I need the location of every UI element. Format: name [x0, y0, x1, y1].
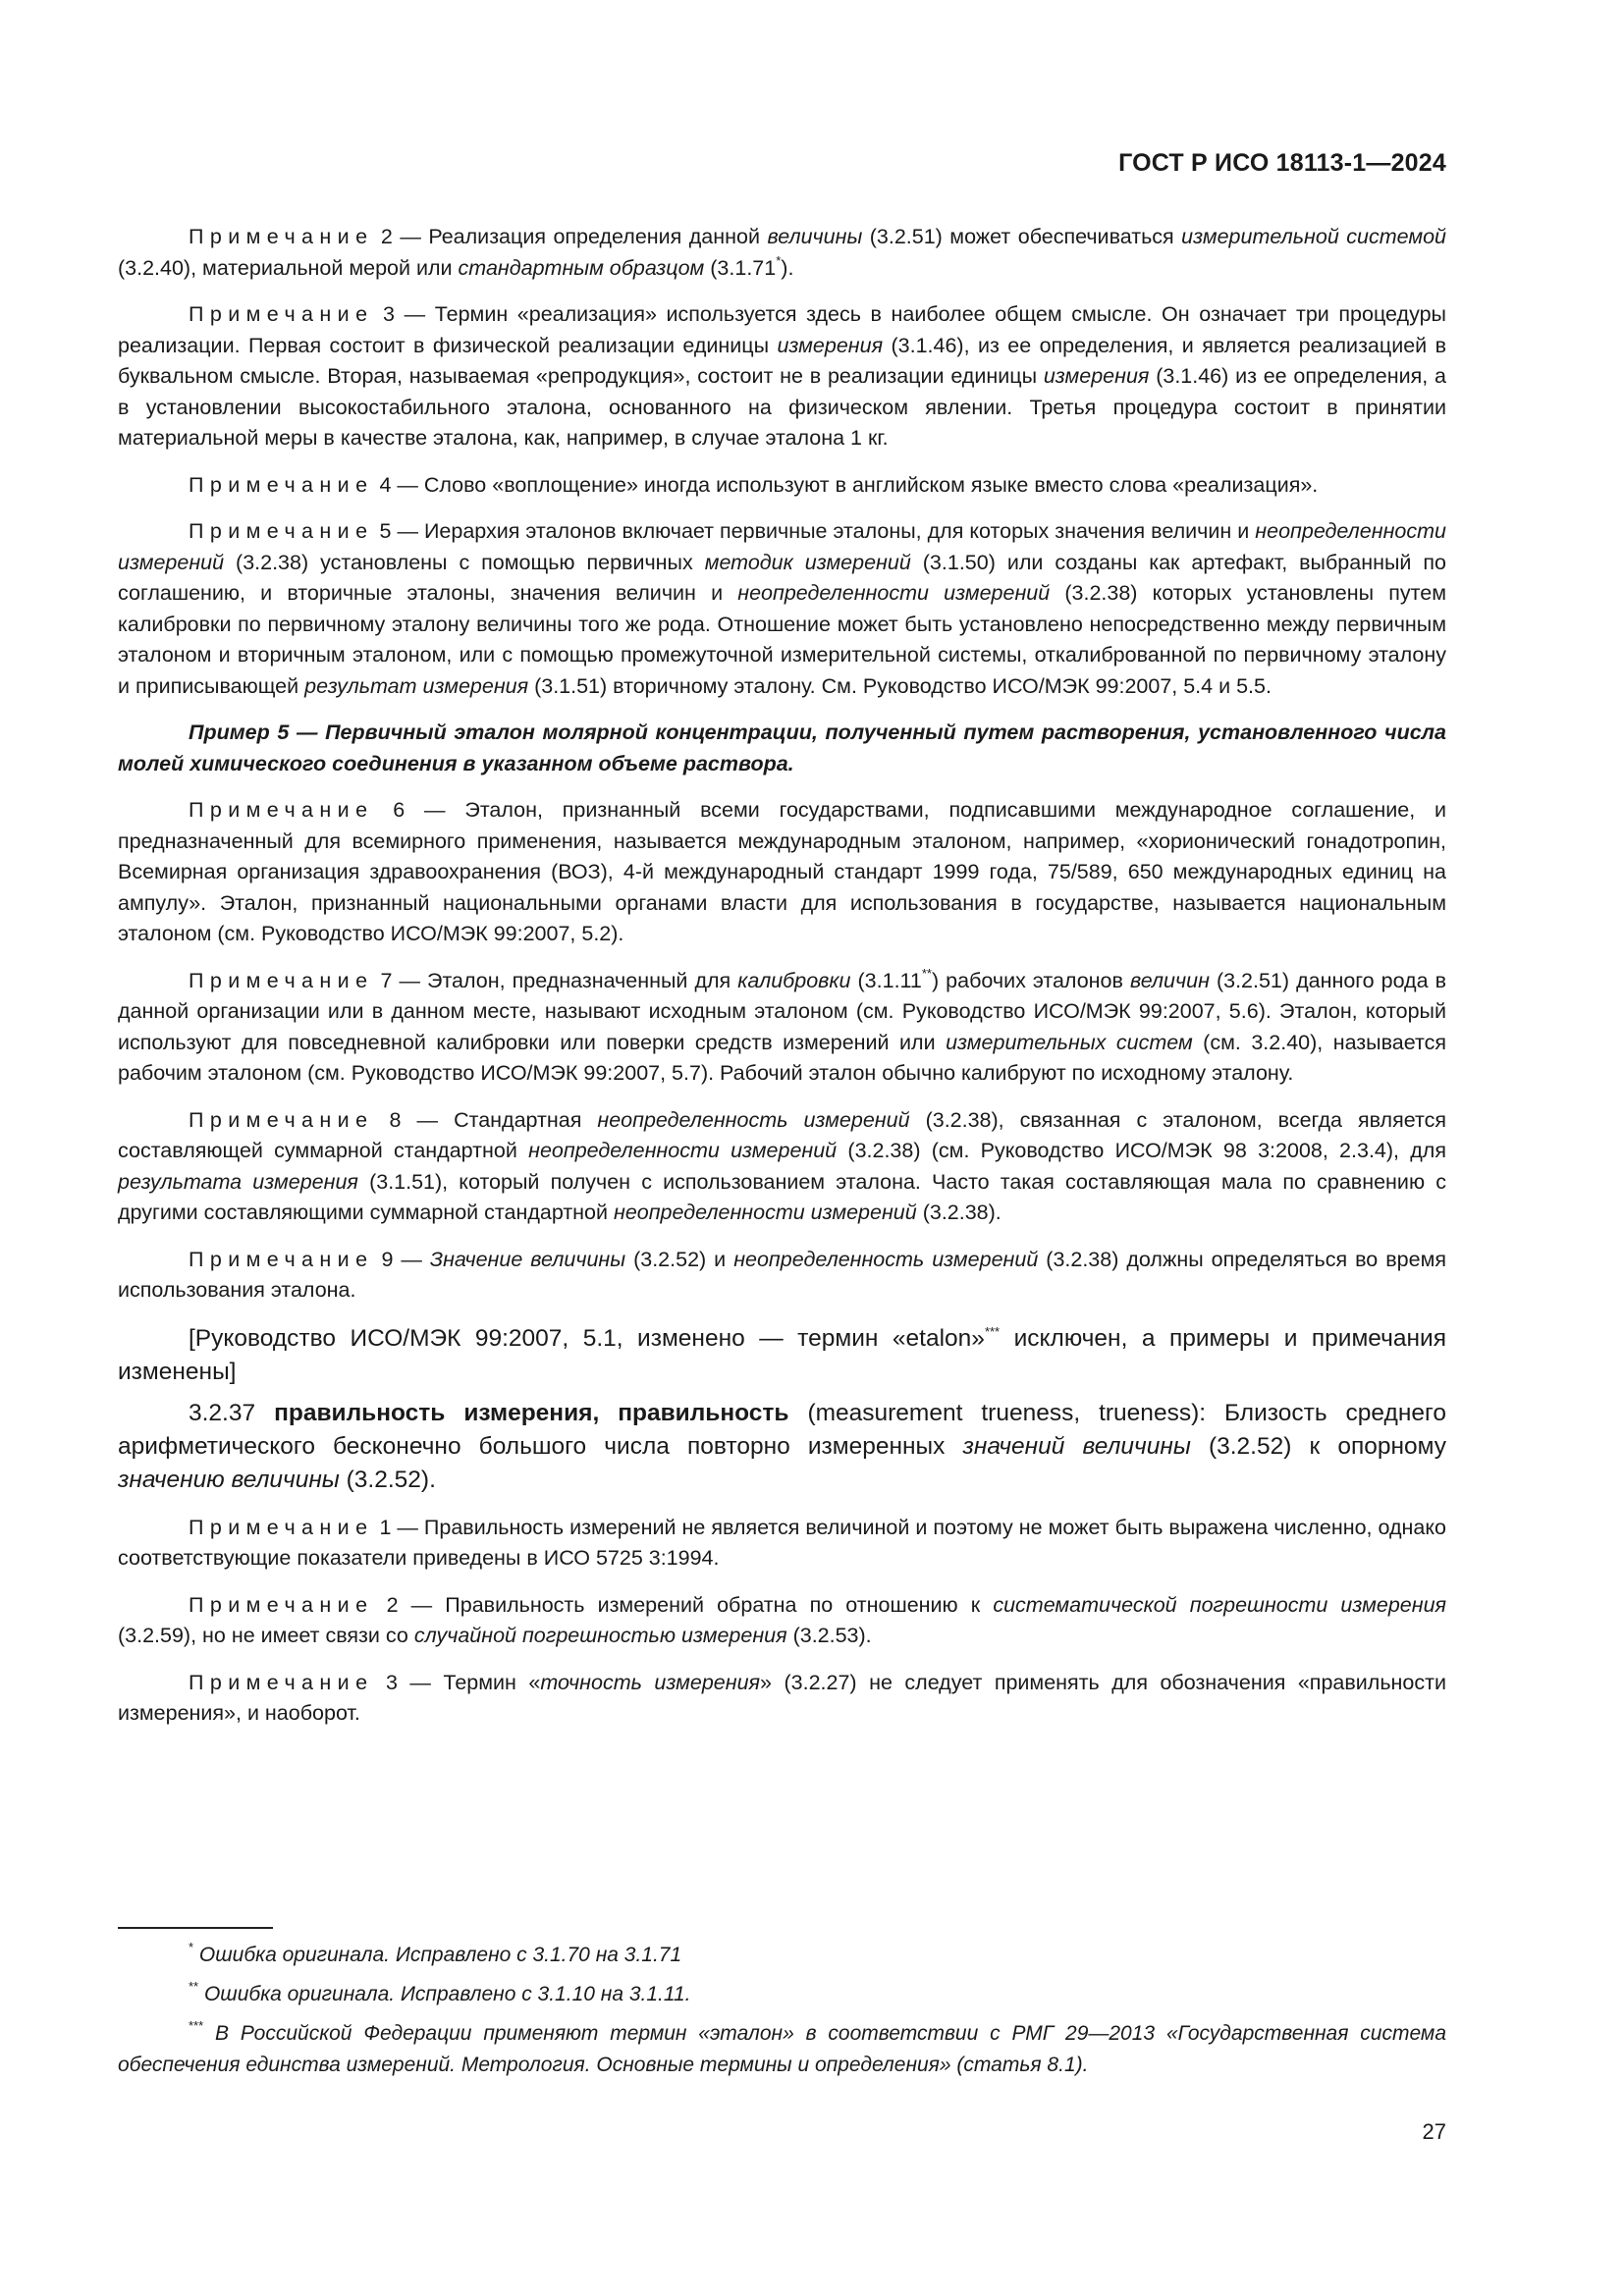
footnote-2: ** Ошибка оригинала. Исправлено с 3.1.10 на 3.1.11.: [189, 1979, 691, 2005]
document-body: [118, 222, 1446, 1745]
footnote-ref-3: ***: [984, 1323, 1001, 1339]
note-9: Примечание 9 — Значение величины (3.2.52) и неопределенность измерений (3.2.38) должны определяться во время использования эталона.: [118, 1247, 1446, 1302]
term-number: 3.2.37: [189, 1399, 275, 1426]
note-2: Примечание 2 — Реализация определения данной величины (3.2.51) может обеспечиваться измерительной системой (3.2.40), материальной мерой или стандартным образцом (3.1.71*).: [118, 225, 1446, 280]
note-8: Примечание 8 — Стандартная неопределенность измерений (3.2.38), связанная с эталоном, всегда является составляющей суммарной стандартной неопределенности измерений (3.2.38) (см. Руководство ИСО/МЭК 98 3:2008, 2.3.4), для результата измерения (3.1.51), который получен с использованием эталона. Часто такая составляющая мала по сравнению с другими составляющими суммарной стандартной неопределенности измерений (3.2.38).: [118, 1107, 1446, 1224]
footnote-1: * Ошибка оригинала. Исправлено с 3.1.70 на 3.1.71: [189, 1940, 682, 1966]
source-reference: [Руководство ИСО/МЭК 99:2007, 5.1, изменено — термин «etalon»*** исключен, а примеры и примечания изменены]: [118, 1323, 1446, 1385]
note-6: Примечание 6 — Эталон, признанный всеми государствами, подписавшими международное соглашение, и предназначенный для всемирного применения, называется международным эталоном, например, «хорионический гонадотропин, Всемирная организация здравоохранения (ВОЗ), 4-й международный стандарт 1999 года, 75/589, 650 международных единиц на ампулу». Эталон, признанный национальными органами власти для использования в государстве, называется национальным эталоном (см. Руководство ИСО/МЭК 99:2007, 5.2).: [118, 798, 1447, 945]
term-name: правильность измерения, правильность: [274, 1399, 789, 1426]
footnote-ref-2: **: [921, 965, 932, 981]
term-definition: 3.2.37 правильность измерения, правильность (measurement trueness, trueness): Близость среднего арифметического бесконечно большого числа повторно измеренных значений величины (3.2.52) к опорному значению величины (3.2.52).: [118, 1399, 1447, 1493]
page-number: 27: [1422, 2119, 1446, 2144]
note-4: Примечание 4 — Слово «воплощение» иногда используют в английском языке вместо слова «реализация».: [189, 472, 1319, 497]
footnote-ref-1: *: [776, 252, 782, 268]
document-code: ГОСТ Р ИСО 18113-1—2024: [1118, 149, 1446, 177]
term-note-3: Примечание 3 — Термин «точность измерения» (3.2.27) не следует применять для обозначения «правильности измерения», и наоборот.: [118, 1670, 1446, 1725]
note-3: Примечание 3 — Термин «реализация» используется здесь в наиболее общем смысле. Он означает три процедуры реализации. Первая состоит в физической реализации единицы измерения (3.1.46), из ее определения, и является реализацией в буквальном смысле. Вторая, называемая «репродукция», состоит не в реализации единицы измерения (3.1.46) из ее определения, а в установлении высокостабильного эталона, основанного на физическом явлении. Третья процедура состоит в принятии материальной меры в качестве эталона, как, например, в случае эталона 1 кг.: [118, 302, 1447, 450]
document-page: [118, 0, 1446, 2296]
term-note-1: Примечание 1 — Правильность измерений не является величиной и поэтому не может быть выражена численно, однако соответствующие показатели приведены в ИСО 5725 3:1994.: [118, 1515, 1446, 1570]
term-note-2: Примечание 2 — Правильность измерений обратна по отношению к систематической погрешности измерения (3.2.59), но не имеет связи со случайной погрешностью измерения (3.2.53).: [118, 1592, 1447, 1647]
example-5: Пример 5 — Первичный эталон молярной концентрации, полученный путем растворения, установленного числа молей химического соединения в указанном объеме раствора.: [118, 721, 1446, 775]
footnote-3: *** В Российской Федерации применяют термин «эталон» в соответствии с РМГ 29—2013 «Государственная система обеспечения единства измерений. Метрология. Основные термины и определения» (статья 8.1).: [118, 2018, 1446, 2076]
note-5: Примечание 5 — Иерархия эталонов включает первичные эталоны, для которых значения величин и неопределенности измерений (3.2.38) установлены с помощью первичных методик измерений (3.1.50) или созданы как артефакт, выбранный по соглашению, и вторичные эталоны, значения величин и неопределенности измерений (3.2.38) которых установлены путем калибровки по первичному эталону величины того же рода. Отношение может быть установлено непосредственно между первичным эталоном и вторичным эталоном, или с помощью промежуточной измерительной системы, откалиброванной по первичному эталону и приписывающей результат измерения (3.1.51) вторичному эталону. См. Руководство ИСО/МЭК 99:2007, 5.4 и 5.5.: [118, 519, 1446, 698]
note-7: Примечание 7 — Эталон, предназначенный для калибровки (3.1.11**) рабочих эталонов величин (3.2.51) данного рода в данной организации или в данном месте, называют исходным эталоном (см. Руководство ИСО/МЭК 99:2007, 5.6). Эталон, который используют для повседневной калибровки или поверки средств измерений или измерительных систем (см. 3.2.40), называется рабочим эталоном (см. Руководство ИСО/МЭК 99:2007, 5.7). Рабочий эталон обычно калибруют по исходному эталону.: [118, 965, 1447, 1085]
footnote-separator: [118, 1927, 273, 1929]
footnotes: [118, 1940, 1446, 2089]
